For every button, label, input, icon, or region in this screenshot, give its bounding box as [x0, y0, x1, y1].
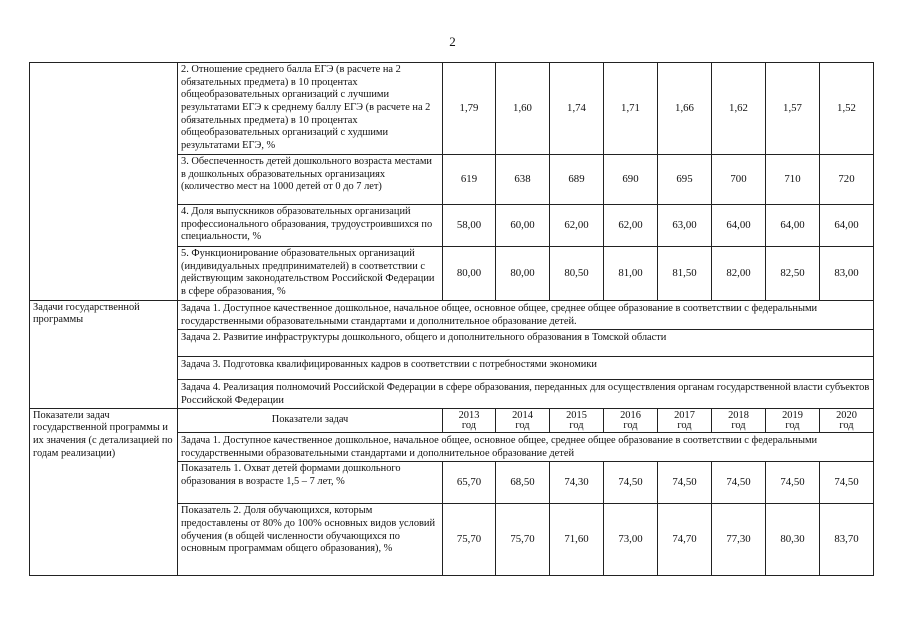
empty-label-cell	[30, 63, 178, 301]
value-cell: 81,50	[658, 246, 712, 300]
indicator-label: 2. Отношение среднего балла ЕГЭ (в расчете на 2 обязательных предмета) в 10 процентах общеобразовательных организаций с лучшими результатами ЕГЭ к среднему баллу ЕГЭ (в расчете на 2 обязательных предмета) в 10 процентах общеобразовательных организаций с худшими результатами ЕГЭ, %	[178, 63, 443, 155]
value-cell: 1,52	[820, 63, 874, 155]
value-cell: 74,50	[604, 462, 658, 504]
value-cell: 720	[820, 154, 874, 204]
value-cell: 64,00	[712, 204, 766, 246]
value-cell: 638	[496, 154, 550, 204]
task-text: Задача 2. Развитие инфраструктуры дошкольного, общего и дополнительного образования в Томской области	[178, 329, 874, 356]
year-header: 2020 год	[820, 408, 874, 433]
value-cell: 1,62	[712, 63, 766, 155]
value-cell: 71,60	[550, 504, 604, 576]
value-cell: 62,00	[604, 204, 658, 246]
table-row	[30, 408, 874, 433]
value-cell: 1,79	[443, 63, 496, 155]
table-row	[30, 63, 874, 155]
value-cell: 62,00	[550, 204, 604, 246]
value-cell: 74,50	[820, 462, 874, 504]
value-cell: 1,57	[766, 63, 820, 155]
value-cell: 74,50	[658, 462, 712, 504]
value-cell: 65,70	[443, 462, 496, 504]
value-cell: 58,00	[443, 204, 496, 246]
value-cell: 64,00	[820, 204, 874, 246]
indicator-label: Показатель 1. Охват детей формами дошкольного образования в возрасте 1,5 – 7 лет, %	[178, 462, 443, 504]
indicator-label: Показатель 2. Доля обучающихся, которым предоставлены от 80% до 100% основных видов условий обучения (в общей численности обучающихся по основным программам общего образования), %	[178, 504, 443, 576]
task-text: Задача 4. Реализация полномочий Российской Федерации в сфере образования, переданных для осуществления органам государственной власти субъектов Российской Федерации	[178, 379, 874, 408]
value-cell: 74,50	[712, 462, 766, 504]
value-cell: 710	[766, 154, 820, 204]
year-header: 2019 год	[766, 408, 820, 433]
value-cell: 60,00	[496, 204, 550, 246]
task-text: Задача 1. Доступное качественное дошкольное, начальное общее, основное общее, среднее общее образование в соответствии с федеральными государственными образовательными стандартами и дополнительное образование детей.	[178, 300, 874, 329]
value-cell: 75,70	[496, 504, 550, 576]
value-cell: 80,00	[496, 246, 550, 300]
value-cell: 83,00	[820, 246, 874, 300]
value-cell: 700	[712, 154, 766, 204]
value-cell: 80,00	[443, 246, 496, 300]
value-cell: 73,00	[604, 504, 658, 576]
value-cell: 80,30	[766, 504, 820, 576]
value-cell: 1,74	[550, 63, 604, 155]
year-header: 2015 год	[550, 408, 604, 433]
indicator-label: 3. Обеспеченность детей дошкольного возраста местами в дошкольных образовательных организациях (количество мест на 1000 детей от 0 до 7 лет)	[178, 154, 443, 204]
tasks-section-label: Задачи государственной программы	[30, 300, 178, 408]
indicators-section-label: Показатели задач государственной программы и их значения (с детализацией по годам реализации)	[30, 408, 178, 576]
value-cell: 1,66	[658, 63, 712, 155]
table-row	[30, 300, 874, 329]
value-cell: 68,50	[496, 462, 550, 504]
task-text: Задача 1. Доступное качественное дошкольное, начальное общее, основное общее, среднее общее образование в соответствии с федеральными государственными образовательными стандартами и дополнительное образование детей	[178, 433, 874, 462]
value-cell: 80,50	[550, 246, 604, 300]
value-cell: 82,00	[712, 246, 766, 300]
value-cell: 77,30	[712, 504, 766, 576]
year-header: 2018 год	[712, 408, 766, 433]
indicator-label: 5. Функционирование образовательных организаций (индивидуальных предпринимателей) в соответствии с действующим законодательством Российской Федерации в сфере образования, %	[178, 246, 443, 300]
value-cell: 82,50	[766, 246, 820, 300]
value-cell: 690	[604, 154, 658, 204]
year-header: 2017 год	[658, 408, 712, 433]
year-header: 2013 год	[443, 408, 496, 433]
value-cell: 75,70	[443, 504, 496, 576]
task-text: Задача 3. Подготовка квалифицированных кадров в соответствии с потребностями экономики	[178, 356, 874, 379]
value-cell: 695	[658, 154, 712, 204]
value-cell: 74,30	[550, 462, 604, 504]
page-number: 2	[449, 34, 456, 49]
indicator-label: 4. Доля выпускников образовательных организаций профессионального образования, трудоустроившихся по специальности, %	[178, 204, 443, 246]
value-cell: 83,70	[820, 504, 874, 576]
value-cell: 1,60	[496, 63, 550, 155]
value-cell: 63,00	[658, 204, 712, 246]
year-header: 2016 год	[604, 408, 658, 433]
value-cell: 81,00	[604, 246, 658, 300]
value-cell: 689	[550, 154, 604, 204]
year-header: 2014 год	[496, 408, 550, 433]
program-passport-table	[29, 62, 874, 576]
value-cell: 74,70	[658, 504, 712, 576]
value-cell: 1,71	[604, 63, 658, 155]
value-cell: 64,00	[766, 204, 820, 246]
value-cell: 74,50	[766, 462, 820, 504]
indicators-header: Показатели задач	[178, 408, 443, 433]
value-cell: 619	[443, 154, 496, 204]
